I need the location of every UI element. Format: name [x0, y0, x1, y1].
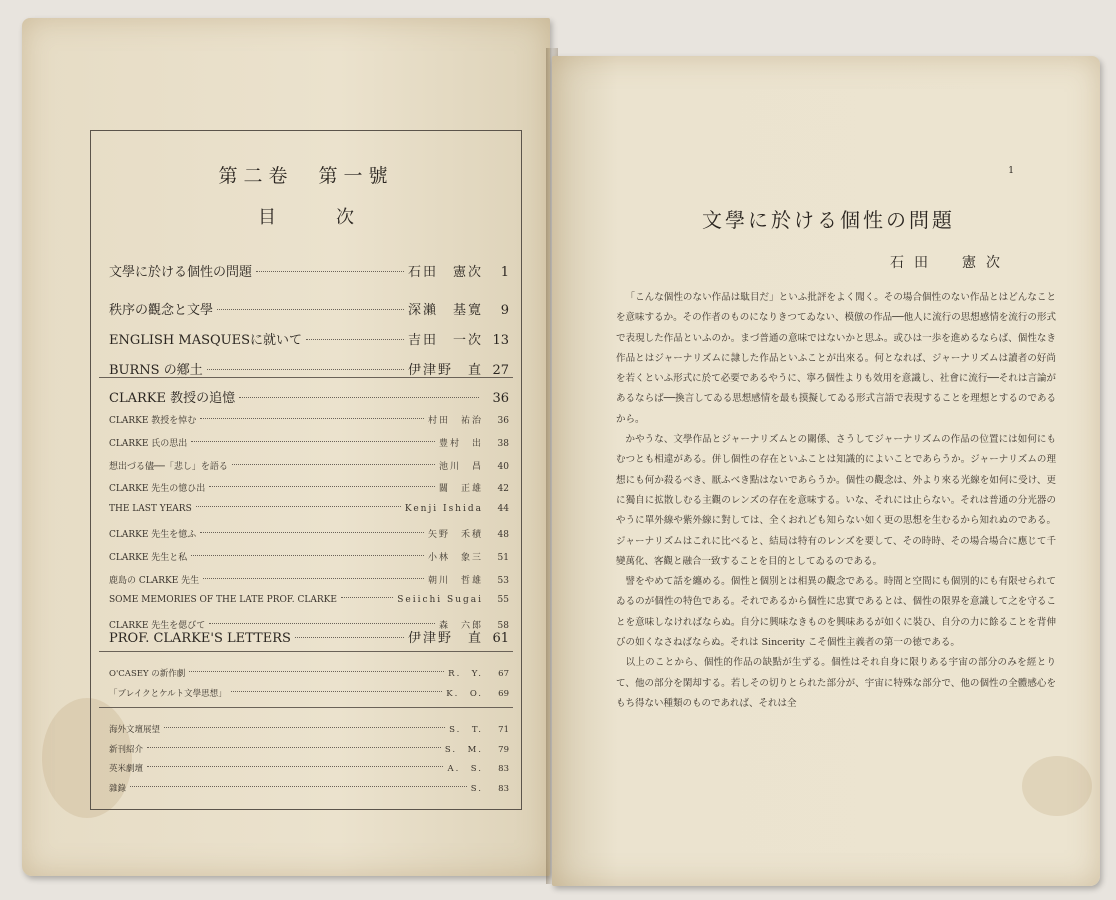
divider — [99, 707, 513, 708]
entry-title: ENGLISH MASQUESに就いて — [109, 333, 303, 348]
entry-title: CLARKE 先生の憶ひ出 — [109, 484, 206, 495]
toc-subentry — [109, 550, 509, 563]
entry-page: 79 — [498, 744, 509, 755]
toc-subentry — [109, 504, 509, 514]
entry-page: 9 — [500, 303, 509, 318]
toc-subentry — [109, 459, 509, 472]
toc-misc — [109, 723, 509, 735]
toc-entry — [109, 299, 509, 318]
article-body — [616, 288, 1056, 714]
toc-entry — [109, 329, 509, 348]
entry-author: 矢野 禾積 — [427, 530, 483, 540]
entry-title: O'CASEY の新作劇 — [109, 669, 186, 679]
entry-title: 文學に於ける個性の問題 — [109, 265, 253, 280]
paper-stain — [1022, 756, 1092, 816]
entry-page: 55 — [497, 595, 509, 606]
entry-author: S. — [470, 783, 483, 794]
entry-page: 53 — [497, 575, 509, 586]
entry-page: 58 — [497, 621, 509, 632]
paragraph: かやうな、文學作品とジャーナリズムとの關係、さうしてジャーナリズムの作品の位置には如何にもむつとも相違がある。併し個性の存在といふことは知識的によいことであらうか。ジャーナリズムの理想にも何か殺るべき、厭ふべき點はないであらうか。個性の觀念は、外より來る光線を如何に受け、更に獨自に拡散しむる主觀のレンズの存在を意味する。いな、それには止らない。それは普通の分光器のやうに單外線や紫外線に對しては、全くおれども知らない如く更の思想を生むるから知れぬのである。ジャーナリズムはこれに比べると、結局は特有のレンズを要して、その時時、その場合場合に應じて千變萬化、客觀と融合一致することを目的としてゐるのである。 — [616, 434, 1056, 567]
entry-author: Kenji Ishida — [404, 504, 483, 515]
toc-entry — [109, 359, 509, 378]
entry-author: 朝川 哲雄 — [427, 575, 483, 586]
toc-entry — [109, 261, 509, 280]
entry-page: 44 — [497, 504, 509, 515]
entry-title: 想出づる儘──「悲し」を語る — [109, 461, 228, 472]
leader-dots — [203, 578, 424, 579]
entry-page: 48 — [497, 530, 509, 540]
entry-title: PROF. CLARKE'S LETTERS — [109, 631, 291, 646]
leader-dots — [256, 271, 404, 272]
contents-heading: 目次 — [258, 207, 414, 228]
entry-author: S. T. — [449, 725, 483, 735]
toc-misc — [109, 743, 509, 755]
entry-author: K. O. — [446, 689, 483, 699]
toc-subentry — [109, 436, 509, 449]
entry-author: S. M. — [444, 744, 483, 755]
leader-dots — [295, 637, 404, 638]
leader-dots — [130, 786, 467, 787]
entry-page: 51 — [497, 552, 509, 563]
entry-page: 36 — [497, 416, 509, 426]
entry-author: 石田 憲次 — [407, 265, 483, 280]
left-page — [22, 18, 550, 876]
table-of-contents — [90, 130, 522, 810]
entry-title: 鹿島の CLARKE 先生 — [109, 575, 200, 586]
leader-dots — [232, 464, 435, 465]
entry-author: 小林 象三 — [427, 552, 483, 563]
entry-title: THE LAST YEARS — [109, 504, 192, 515]
entry-page: 67 — [498, 669, 509, 679]
article-title: 文學に於ける個性の問題 — [702, 208, 955, 232]
leader-dots — [189, 671, 444, 672]
entry-author: 森 六郎 — [438, 621, 483, 632]
entry-title: CLARKE 氏の思出 — [109, 438, 188, 449]
entry-author: 關 正雄 — [438, 484, 483, 495]
leader-dots — [231, 691, 443, 692]
entry-page: 36 — [492, 391, 509, 406]
toc-review — [109, 687, 509, 699]
leader-dots — [196, 506, 401, 507]
entry-page: 42 — [497, 484, 509, 495]
page-number: 1 — [1008, 166, 1014, 176]
entry-title: BURNS の鄕土 — [109, 363, 203, 378]
entry-title: CLARKE 教授の追憶 — [109, 391, 236, 406]
entry-author: 豊村 出 — [438, 438, 483, 449]
entry-author: 伊津野 直 — [407, 631, 483, 646]
leader-dots — [239, 397, 479, 398]
toc-subentry — [109, 595, 509, 605]
toc-review — [109, 667, 509, 679]
toc-misc — [109, 762, 509, 774]
entry-author: Seiichi Sugai — [397, 595, 483, 606]
toc-entry — [109, 627, 509, 646]
entry-page: 69 — [498, 689, 509, 699]
entry-title: 海外文壇展望 — [109, 725, 161, 735]
article-author: 石田 憲次 — [890, 255, 1010, 271]
leader-dots — [147, 747, 441, 748]
toc-subentry — [109, 481, 509, 494]
entry-page: 38 — [497, 438, 509, 449]
entry-author: A. S. — [447, 764, 483, 774]
paragraph: 譬をやめて話を纏める。個性と個別とは相異の觀念である。時間と空間にも個別的にも有限せられてゐるのが個性の特色である。それであるから個性に忠實であるとは、個性の限界を意識して之を守ることを意味しなければならぬ。自分に興味なきものを興味あるが如くに裝ひ、自分の力に餘ることを背伸びの如くなさねばならぬ。それは Sincerity こそ個性主義者の第一の徳である。 — [616, 576, 1056, 649]
leader-dots — [209, 623, 435, 624]
toc-section — [109, 387, 509, 406]
leader-dots — [306, 339, 404, 340]
divider — [99, 651, 513, 652]
entry-author: 吉田 一次 — [407, 333, 483, 348]
entry-title: CLARKE 先生を憶ふ — [109, 530, 197, 540]
toc-misc — [109, 782, 509, 794]
entry-author: 深瀨 基寛 — [407, 303, 483, 318]
leader-dots — [217, 309, 404, 310]
entry-page: 71 — [498, 725, 509, 735]
entry-author: 伊津野 直 — [407, 363, 483, 378]
entry-page: 1 — [500, 265, 509, 280]
leader-dots — [209, 486, 435, 487]
entry-author: R. Y. — [448, 669, 483, 679]
toc-subentry — [109, 413, 509, 426]
entry-page: 83 — [498, 783, 509, 794]
entry-title: CLARKE 先生と私 — [109, 552, 188, 563]
leader-dots — [200, 418, 424, 419]
toc-subentry — [109, 527, 509, 540]
leader-dots — [200, 532, 424, 533]
divider — [99, 377, 513, 378]
entry-title: CLARKE 先生を偲びて — [109, 621, 206, 632]
leader-dots — [164, 727, 445, 728]
leader-dots — [191, 441, 435, 442]
right-page — [552, 56, 1100, 886]
entry-title: 英米劇壇 — [109, 764, 144, 774]
book-spread — [22, 18, 1100, 884]
leader-dots — [341, 597, 393, 598]
entry-page: 27 — [492, 363, 509, 378]
leader-dots — [147, 766, 443, 767]
entry-title: 「ブレイクとケルト文學思想」 — [109, 689, 227, 699]
entry-title: 秩序の觀念と文學 — [109, 303, 214, 318]
volume-number: 第二卷 第一號 — [218, 165, 394, 187]
paragraph: 以上のことから、個性的作品の缺點が生ずる。個性はそれ自身に限りある宇宙の部分のみを經とりて、他の部分を閑却する。若しその切りとられた部分が、宇宙に特殊な部分で、他の個性の全體感心をもち得ない種類のものであれば、それは全 — [616, 657, 1056, 709]
paragraph: 「こんな個性のない作品は駄目だ」といふ批評をよく聞く。その場合個性のない作品とはどんなことを意味するか。その作者のものになりきつてゐない、模倣の作品──他人に流行の思想感情を流行の形式で表現した作品といふのか。まづ普通の意味ではないかと思ふ。或ひは一歩を進めるならば、個性なき作品とはジャーナリズムに隷した作品といふことが出來る。何となれば、ジャーナリズムは讀者の好尚を若くといふ形式に於て必要であるやうに、寧ろ個性よりも效用を意識し、社會に流行──それは言論があるならば──換言してゐる思想感情を最も摸擬してゐる形式言語で表現することを理想とするのであるから。 — [616, 292, 1056, 425]
entry-page: 61 — [492, 631, 509, 646]
entry-author: 池川 昌 — [438, 461, 483, 472]
leader-dots — [207, 369, 404, 370]
toc-subentry — [109, 573, 509, 586]
entry-page: 13 — [492, 333, 509, 348]
entry-title: 新刊紹介 — [109, 744, 144, 755]
entry-title: 雜錄 — [109, 783, 127, 794]
entry-title: CLARKE 教授を悼む — [109, 416, 197, 426]
entry-page: 40 — [497, 461, 509, 472]
entry-author: 村田 祐治 — [427, 416, 483, 426]
entry-title: SOME MEMORIES OF THE LATE PROF. CLARKE — [109, 595, 337, 606]
entry-page: 83 — [498, 764, 509, 774]
leader-dots — [191, 555, 424, 556]
